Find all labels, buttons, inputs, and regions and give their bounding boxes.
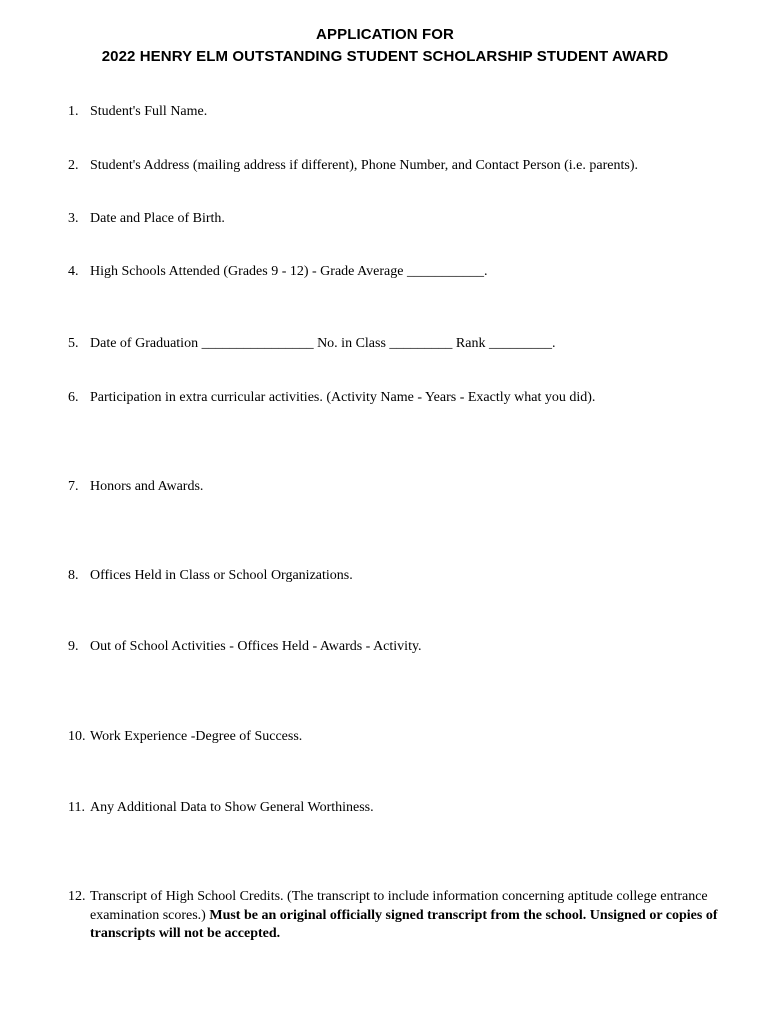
item-text: Offices Held in Class or School Organizations. — [90, 568, 353, 583]
form-item-1 — [68, 103, 738, 122]
item-12-paragraph — [68, 888, 718, 944]
item-number: 5. — [68, 336, 79, 351]
form-item-9 — [68, 638, 738, 657]
item-number: 11. — [68, 800, 85, 815]
form-item-8 — [68, 567, 738, 586]
form-item-6 — [68, 389, 738, 408]
form-item-11 — [68, 799, 738, 818]
form-title-line-1: APPLICATION FOR — [316, 26, 454, 43]
item-text: Any Additional Data to Show General Worthiness. — [90, 800, 374, 815]
item-number: 12. — [68, 889, 86, 904]
item-number: 2. — [68, 158, 79, 173]
item-text: Honors and Awards. — [90, 479, 204, 494]
form-item-12 — [68, 888, 718, 944]
item-text: Student's Address (mailing address if different), Phone Number, and Contact Person (i.e. parents). — [90, 158, 638, 173]
item-bold-notice: Must be an original officially signed transcript from the school. Unsigned or copies of transcripts will not be accepted. — [90, 907, 718, 941]
item-text: Date of Graduation ________________ No. in Class _________ Rank _________. — [90, 336, 556, 351]
form-item-4 — [68, 263, 738, 282]
item-number: 6. — [68, 390, 79, 405]
item-number: 10. — [68, 729, 86, 744]
item-number: 3. — [68, 211, 79, 226]
form-item-7 — [68, 478, 738, 497]
item-number: 8. — [68, 568, 79, 583]
item-number: 7. — [68, 479, 79, 494]
form-item-3 — [68, 210, 738, 229]
item-text: Date and Place of Birth. — [90, 211, 225, 226]
item-text: Transcript of High School Credits. (The transcript to include information concerning aptitude college entrance examination scores.) — [90, 889, 708, 923]
item-number: 9. — [68, 639, 79, 654]
item-text: Work Experience -Degree of Success. — [90, 729, 303, 744]
item-text: High Schools Attended (Grades 9 - 12) - Grade Average ___________. — [90, 264, 488, 279]
form-item-5 — [68, 335, 738, 354]
item-text: Out of School Activities - Offices Held - Awards - Activity. — [90, 639, 422, 654]
item-text: Student's Full Name. — [90, 104, 208, 119]
form-item-10 — [68, 728, 738, 747]
item-number: 4. — [68, 264, 79, 279]
item-text: Participation in extra curricular activities. (Activity Name - Years - Exactly what you did). — [90, 390, 596, 405]
form-item-2 — [68, 157, 738, 176]
item-number: 1. — [68, 104, 79, 119]
form-title-line-2: 2022 HENRY ELM OUTSTANDING STUDENT SCHOLARSHIP STUDENT AWARD — [101, 48, 669, 65]
